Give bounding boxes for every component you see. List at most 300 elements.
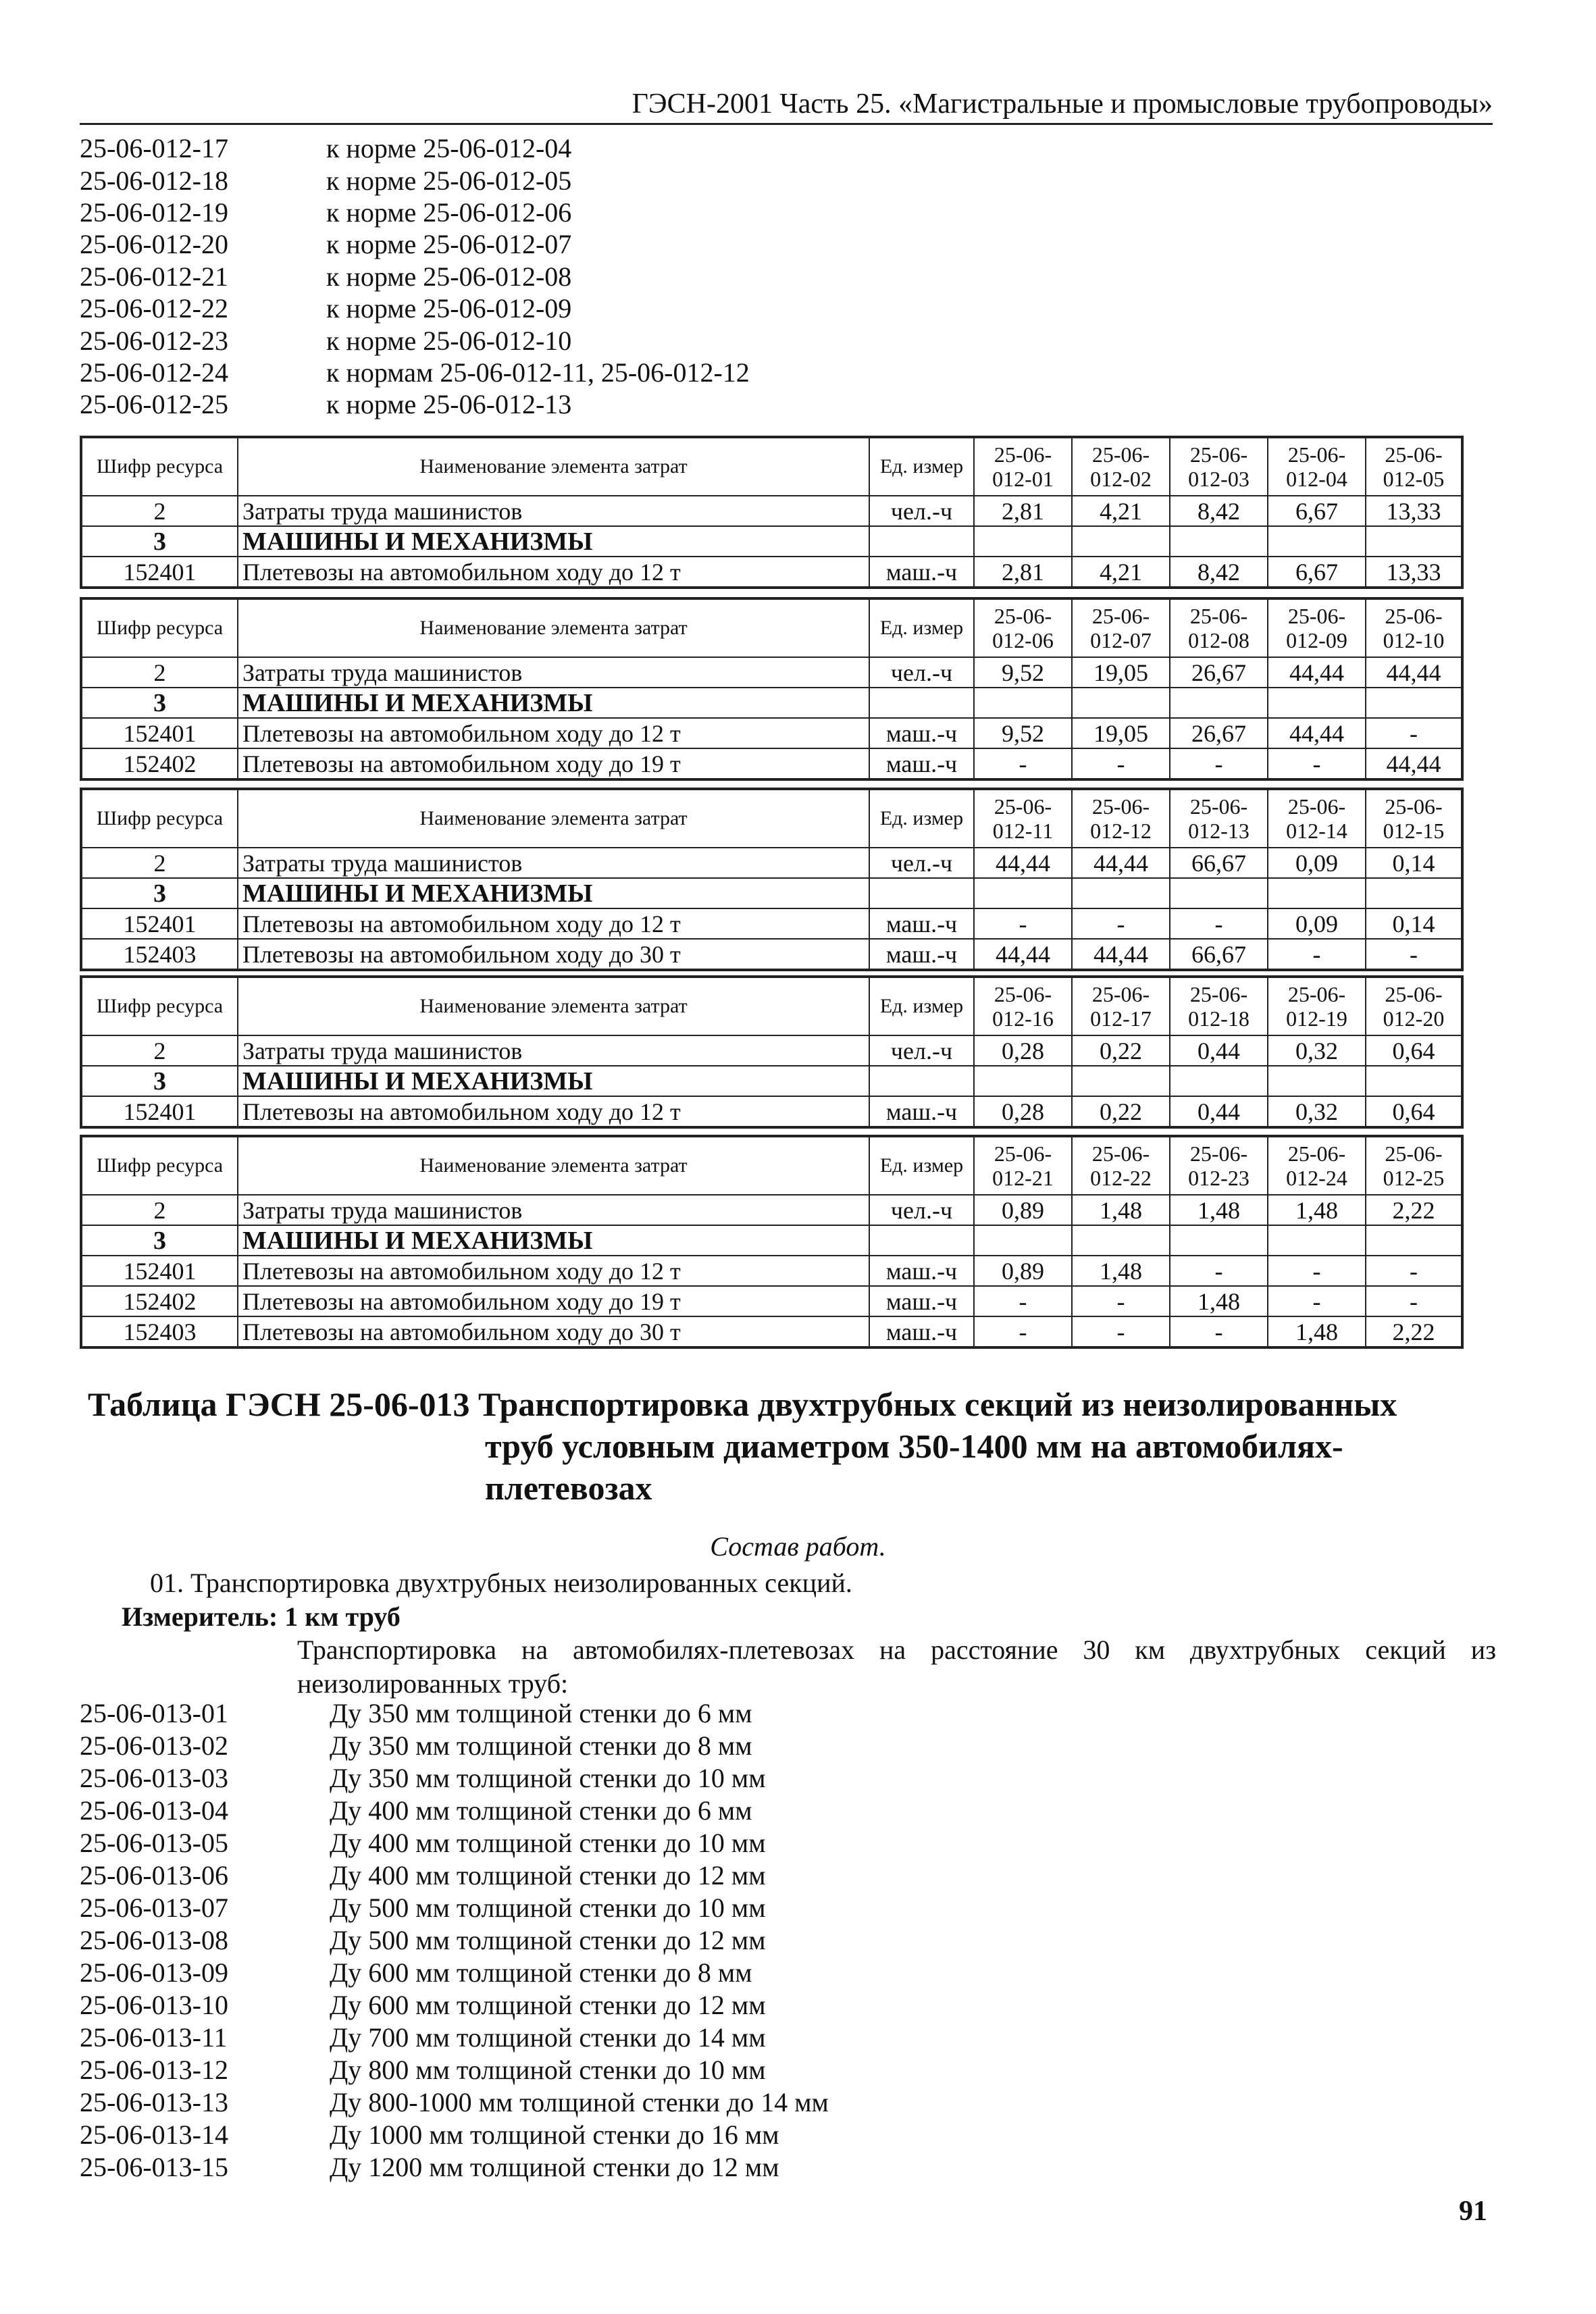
header-norm-code bbox=[1268, 789, 1366, 848]
norm-code-part1: 25-06- bbox=[994, 982, 1052, 1006]
cell-value bbox=[974, 1225, 1072, 1256]
cell-value: 44,44 bbox=[974, 848, 1072, 878]
norm-code-part2: 012-08 bbox=[1188, 628, 1250, 652]
cell-value: - bbox=[974, 1316, 1072, 1347]
cell-resource-code: 152401 bbox=[81, 1096, 238, 1127]
table-header-row bbox=[81, 598, 1462, 657]
cell-value: 26,67 bbox=[1170, 657, 1268, 688]
cell-value bbox=[1366, 1225, 1462, 1256]
norm-code-part1: 25-06- bbox=[1287, 982, 1346, 1006]
cell-cost-element: Плетевозы на автомобильном ходу до 19 т bbox=[238, 1286, 869, 1316]
cell-resource-code: 2 bbox=[81, 1035, 238, 1066]
cell-value: 4,21 bbox=[1072, 496, 1170, 526]
table-row bbox=[81, 496, 1462, 526]
cell-value bbox=[1366, 688, 1462, 718]
norm-code-part1: 25-06- bbox=[1189, 442, 1248, 467]
cell-unit: маш.-ч bbox=[869, 1096, 974, 1127]
cell-value: 44,44 bbox=[1072, 848, 1170, 878]
norm-code-part2: 012-04 bbox=[1286, 467, 1347, 491]
table-row bbox=[81, 939, 1462, 970]
cell-unit bbox=[869, 1066, 974, 1096]
norm-text: Ду 600 мм толщиной стенки до 8 мм bbox=[330, 1957, 752, 1988]
cell-cost-element: Плетевозы на автомобильном ходу до 12 т bbox=[238, 1256, 869, 1286]
header-norm-code bbox=[974, 598, 1072, 657]
cell-value: 19,05 bbox=[1072, 718, 1170, 748]
cell-value: - bbox=[1072, 748, 1170, 779]
norm-code: 25-06-013-01 bbox=[80, 1697, 228, 1728]
cell-unit: маш.-ч bbox=[869, 908, 974, 939]
norm-text: Ду 350 мм толщиной стенки до 6 мм bbox=[330, 1697, 752, 1728]
norm-code-part1: 25-06- bbox=[1091, 794, 1150, 819]
cell-cost-element: Плетевозы на автомобильном ходу до 19 т bbox=[238, 748, 869, 779]
norm-code-part2: 012-25 bbox=[1383, 1166, 1445, 1190]
norm-text: Ду 400 мм толщиной стенки до 12 мм bbox=[330, 1859, 766, 1891]
header-norm-code bbox=[1170, 437, 1268, 496]
cell-cost-element: МАШИНЫ И МЕХАНИЗМЫ bbox=[238, 688, 869, 718]
cell-unit: маш.-ч bbox=[869, 1256, 974, 1286]
page-number: 91 bbox=[1459, 2196, 1487, 2227]
ref-row bbox=[80, 164, 1093, 196]
cell-unit: чел.-ч bbox=[869, 1035, 974, 1066]
cell-value: 0,09 bbox=[1268, 908, 1366, 939]
ref-row bbox=[80, 261, 1093, 292]
norm-text: Ду 1000 мм толщиной стенки до 16 мм bbox=[330, 2119, 779, 2150]
cell-value: 0,09 bbox=[1268, 848, 1366, 878]
cell-resource-code: 152402 bbox=[81, 1286, 238, 1316]
cell-resource-code: 152403 bbox=[81, 1316, 238, 1347]
norm-code-part2: 012-13 bbox=[1188, 819, 1250, 843]
table-row bbox=[81, 1316, 1462, 1347]
norm-code-part2: 012-20 bbox=[1383, 1006, 1445, 1031]
cell-value: 44,44 bbox=[974, 939, 1072, 970]
header-norm-code bbox=[1366, 789, 1462, 848]
table-row bbox=[81, 1286, 1462, 1316]
norm-code-part1: 25-06- bbox=[1189, 1141, 1248, 1166]
header-norm-code bbox=[974, 437, 1072, 496]
cell-cost-element: МАШИНЫ И МЕХАНИЗМЫ bbox=[238, 878, 869, 908]
ref-code: 25-06-012-24 bbox=[80, 357, 228, 388]
ref-code: 25-06-012-18 bbox=[80, 165, 228, 196]
cell-value: 2,22 bbox=[1366, 1316, 1462, 1347]
cell-value: 19,05 bbox=[1072, 657, 1170, 688]
norm-code-part1: 25-06- bbox=[1287, 1141, 1346, 1166]
cell-value: 2,22 bbox=[1366, 1195, 1462, 1225]
norm-code: 25-06-013-14 bbox=[80, 2119, 228, 2150]
header-norm-code bbox=[1170, 789, 1268, 848]
header-norm-code bbox=[1072, 977, 1170, 1035]
ref-text: к норме 25-06-012-07 bbox=[326, 229, 572, 260]
norm-code-part1: 25-06- bbox=[1091, 442, 1150, 467]
norm-row bbox=[80, 2151, 1093, 2183]
norm-row bbox=[80, 1826, 1093, 1859]
header-norm-code bbox=[1072, 437, 1170, 496]
header-norm-code bbox=[1170, 1136, 1268, 1195]
cell-value: 1,48 bbox=[1072, 1256, 1170, 1286]
cell-resource-code: 3 bbox=[81, 1066, 238, 1096]
header-resource-code: Шифр ресурса bbox=[81, 977, 238, 1035]
header-norm-code bbox=[1268, 598, 1366, 657]
norm-code-part1: 25-06- bbox=[1385, 604, 1443, 628]
cell-unit: маш.-ч bbox=[869, 1286, 974, 1316]
norm-code: 25-06-013-13 bbox=[80, 2086, 228, 2117]
group-row bbox=[81, 1225, 1462, 1256]
norm-row bbox=[80, 2086, 1093, 2118]
cell-value: - bbox=[974, 908, 1072, 939]
norm-code-part2: 012-06 bbox=[992, 628, 1054, 652]
header-norm-code bbox=[1072, 789, 1170, 848]
norm-code: 25-06-013-12 bbox=[80, 2054, 228, 2085]
norm-code: 25-06-013-03 bbox=[80, 1762, 228, 1793]
intro-text: Транспортировка на автомобилях-плетевозах на расстояние 30 км двухтрубных секций из неизолированных труб: bbox=[297, 1635, 1496, 1699]
cell-value bbox=[1366, 878, 1462, 908]
header-norm-code bbox=[1366, 977, 1462, 1035]
norm-row bbox=[80, 1729, 1093, 1762]
cell-cost-element: Затраты труда машинистов bbox=[238, 657, 869, 688]
cell-value: 0,14 bbox=[1366, 848, 1462, 878]
header-resource-code: Шифр ресурса bbox=[81, 789, 238, 848]
norm-code-part1: 25-06- bbox=[994, 794, 1052, 819]
table-title-line2: труб условным диаметром 350-1400 мм на автомобилях- bbox=[485, 1427, 1343, 1465]
cell-value bbox=[1072, 1066, 1170, 1096]
header-norm-code bbox=[1072, 1136, 1170, 1195]
cell-value bbox=[974, 526, 1072, 557]
ref-code: 25-06-012-23 bbox=[80, 325, 228, 356]
cell-resource-code: 2 bbox=[81, 1195, 238, 1225]
cell-value: 1,48 bbox=[1268, 1316, 1366, 1347]
cell-value: 0,28 bbox=[974, 1035, 1072, 1066]
cell-resource-code: 2 bbox=[81, 848, 238, 878]
cell-value: 0,44 bbox=[1170, 1096, 1268, 1127]
norm-code-part1: 25-06- bbox=[1287, 794, 1346, 819]
header-unit: Ед. измер bbox=[869, 789, 974, 848]
norm-code-part2: 012-23 bbox=[1188, 1166, 1250, 1190]
cell-value: 2,81 bbox=[974, 557, 1072, 588]
cell-unit: маш.-ч bbox=[869, 939, 974, 970]
cell-unit: маш.-ч bbox=[869, 748, 974, 779]
norm-code-part2: 012-11 bbox=[992, 819, 1054, 843]
norm-code: 25-06-013-15 bbox=[80, 2151, 228, 2182]
ref-code: 25-06-012-19 bbox=[80, 197, 228, 228]
cell-value bbox=[1268, 1066, 1366, 1096]
header-norm-code bbox=[1170, 598, 1268, 657]
cell-value: 0,28 bbox=[974, 1096, 1072, 1127]
cell-resource-code: 152401 bbox=[81, 1256, 238, 1286]
header-norm-code bbox=[1268, 977, 1366, 1035]
cell-resource-code: 3 bbox=[81, 878, 238, 908]
norm-code-part2: 012-19 bbox=[1286, 1006, 1347, 1031]
norm-code-part2: 012-24 bbox=[1286, 1166, 1347, 1190]
norm-row bbox=[80, 1988, 1093, 2021]
cell-value bbox=[1072, 688, 1170, 718]
cell-value: - bbox=[1366, 1256, 1462, 1286]
cell-value: 8,42 bbox=[1170, 496, 1268, 526]
header-cost-element: Наименование элемента затрат bbox=[238, 1136, 869, 1195]
cell-value: 66,67 bbox=[1170, 848, 1268, 878]
cell-resource-code: 152401 bbox=[81, 718, 238, 748]
cell-value bbox=[974, 688, 1072, 718]
cell-value bbox=[1366, 526, 1462, 557]
group-row bbox=[81, 878, 1462, 908]
cell-value bbox=[1072, 1225, 1170, 1256]
cell-value bbox=[1170, 526, 1268, 557]
norm-code: 25-06-013-06 bbox=[80, 1859, 228, 1891]
table-title-line1: Таблица ГЭСН 25-06-013 Транспортировка двухтрубных секций из неизолированных bbox=[88, 1385, 1397, 1423]
cell-value: 44,44 bbox=[1268, 718, 1366, 748]
cell-unit bbox=[869, 1225, 974, 1256]
cell-value bbox=[1170, 1225, 1268, 1256]
table-row bbox=[81, 1195, 1462, 1225]
cell-unit: маш.-ч bbox=[869, 718, 974, 748]
cell-resource-code: 3 bbox=[81, 526, 238, 557]
cell-unit bbox=[869, 688, 974, 718]
cell-unit: маш.-ч bbox=[869, 1316, 974, 1347]
norm-text: Ду 600 мм толщиной стенки до 12 мм bbox=[330, 1989, 766, 2020]
norm-text: Ду 400 мм толщиной стенки до 6 мм bbox=[330, 1795, 752, 1826]
ref-text: к норме 25-06-012-05 bbox=[326, 165, 572, 196]
norm-code-part2: 012-15 bbox=[1383, 819, 1445, 843]
norm-text: Ду 350 мм толщиной стенки до 10 мм bbox=[330, 1762, 766, 1793]
cell-value: - bbox=[1366, 1286, 1462, 1316]
cell-value bbox=[1268, 688, 1366, 718]
norm-code-part2: 012-21 bbox=[992, 1166, 1054, 1190]
table-header-row bbox=[81, 977, 1462, 1035]
table-title-line3: плетевозах bbox=[485, 1469, 652, 1507]
norm-code-part1: 25-06- bbox=[1287, 442, 1346, 467]
norm-row bbox=[80, 1924, 1093, 1956]
cell-value bbox=[1072, 526, 1170, 557]
group-row bbox=[81, 526, 1462, 557]
cell-value: 8,42 bbox=[1170, 557, 1268, 588]
ref-row bbox=[80, 388, 1093, 420]
norm-row bbox=[80, 1697, 1093, 1729]
cell-value bbox=[1366, 1066, 1462, 1096]
norm-row bbox=[80, 2021, 1093, 2053]
header-cost-element: Наименование элемента затрат bbox=[238, 789, 869, 848]
ref-text: к норме 25-06-012-10 bbox=[326, 325, 572, 356]
resource-table bbox=[80, 436, 1464, 589]
norm-code-part1: 25-06- bbox=[1189, 982, 1248, 1006]
norm-code-part2: 012-02 bbox=[1090, 467, 1152, 491]
ref-text: к норме 25-06-012-09 bbox=[326, 293, 572, 324]
norm-code-part1: 25-06- bbox=[1189, 604, 1248, 628]
cell-resource-code: 3 bbox=[81, 1225, 238, 1256]
cell-cost-element: Плетевозы на автомобильном ходу до 12 т bbox=[238, 557, 869, 588]
cell-unit: чел.-ч bbox=[869, 657, 974, 688]
work-composition-title: Состав работ. bbox=[710, 1531, 886, 1562]
header-norm-code bbox=[974, 1136, 1072, 1195]
norm-row bbox=[80, 1762, 1093, 1794]
cell-cost-element: Плетевозы на автомобильном ходу до 30 т bbox=[238, 1316, 869, 1347]
table-row bbox=[81, 557, 1462, 588]
norm-row bbox=[80, 1859, 1093, 1891]
cell-cost-element: Затраты труда машинистов bbox=[238, 848, 869, 878]
ref-code: 25-06-012-17 bbox=[80, 133, 228, 164]
cell-value: - bbox=[1170, 1316, 1268, 1347]
header-cost-element: Наименование элемента затрат bbox=[238, 977, 869, 1035]
ref-row bbox=[80, 357, 1093, 388]
cell-value: - bbox=[1072, 1286, 1170, 1316]
ref-text: к нормам 25-06-012-11, 25-06-012-12 bbox=[326, 357, 750, 388]
group-row bbox=[81, 1066, 1462, 1096]
ref-row bbox=[80, 197, 1093, 228]
header-resource-code: Шифр ресурса bbox=[81, 1136, 238, 1195]
cell-value bbox=[1170, 878, 1268, 908]
cell-value: 0,89 bbox=[974, 1195, 1072, 1225]
header-unit: Ед. измер bbox=[869, 1136, 974, 1195]
cell-value: - bbox=[1268, 748, 1366, 779]
norm-code-part2: 012-22 bbox=[1090, 1166, 1152, 1190]
norm-code-part2: 012-05 bbox=[1383, 467, 1445, 491]
cell-value: 44,44 bbox=[1268, 657, 1366, 688]
norm-code-part1: 25-06- bbox=[994, 442, 1052, 467]
cell-value bbox=[1268, 878, 1366, 908]
cell-value: - bbox=[1170, 908, 1268, 939]
norm-code-part1: 25-06- bbox=[1091, 982, 1150, 1006]
norm-text: Ду 800-1000 мм толщиной стенки до 14 мм bbox=[330, 2086, 829, 2117]
cell-value bbox=[974, 878, 1072, 908]
cell-value: 0,32 bbox=[1268, 1096, 1366, 1127]
cell-unit: чел.-ч bbox=[869, 496, 974, 526]
norm-code-part1: 25-06- bbox=[1091, 1141, 1150, 1166]
cell-resource-code: 152402 bbox=[81, 748, 238, 779]
cell-cost-element: МАШИНЫ И МЕХАНИЗМЫ bbox=[238, 1225, 869, 1256]
header-norm-code bbox=[974, 977, 1072, 1035]
table-row bbox=[81, 908, 1462, 939]
ref-row bbox=[80, 132, 1093, 164]
cell-value: - bbox=[974, 1286, 1072, 1316]
ref-text: к норме 25-06-012-04 bbox=[326, 133, 572, 164]
norm-code-part1: 25-06- bbox=[1385, 794, 1443, 819]
cell-value bbox=[1072, 878, 1170, 908]
cell-value bbox=[974, 1066, 1072, 1096]
cell-unit: чел.-ч bbox=[869, 1195, 974, 1225]
cell-value: 1,48 bbox=[1170, 1286, 1268, 1316]
norm-code-part2: 012-01 bbox=[992, 467, 1054, 491]
cell-value: - bbox=[1268, 1256, 1366, 1286]
cell-value: 0,44 bbox=[1170, 1035, 1268, 1066]
cell-value: 0,32 bbox=[1268, 1035, 1366, 1066]
cell-value: 1,48 bbox=[1072, 1195, 1170, 1225]
norm-code: 25-06-013-07 bbox=[80, 1892, 228, 1923]
cell-cost-element: Плетевозы на автомобильном ходу до 12 т bbox=[238, 1096, 869, 1127]
cell-cost-element: Затраты труда машинистов bbox=[238, 1195, 869, 1225]
cell-value: 6,67 bbox=[1268, 496, 1366, 526]
norm-text: Ду 700 мм толщиной стенки до 14 мм bbox=[330, 2022, 766, 2053]
cell-resource-code: 2 bbox=[81, 657, 238, 688]
cell-value: 0,64 bbox=[1366, 1035, 1462, 1066]
table-row bbox=[81, 848, 1462, 878]
table-row bbox=[81, 718, 1462, 748]
page-header: ГЭСН-2001 Часть 25. «Магистральные и промысловые трубопроводы» bbox=[80, 86, 1493, 125]
ref-row bbox=[80, 292, 1093, 324]
table-row bbox=[81, 657, 1462, 688]
norm-text: Ду 350 мм толщиной стенки до 8 мм bbox=[330, 1730, 752, 1761]
header-unit: Ед. измер bbox=[869, 437, 974, 496]
header-unit: Ед. измер bbox=[869, 977, 974, 1035]
cell-cost-element: Плетевозы на автомобильном ходу до 12 т bbox=[238, 908, 869, 939]
header-cost-element: Наименование элемента затрат bbox=[238, 598, 869, 657]
norm-text: Ду 400 мм толщиной стенки до 10 мм bbox=[330, 1827, 766, 1858]
norm-code-part1: 25-06- bbox=[994, 1141, 1052, 1166]
cell-value bbox=[1170, 688, 1268, 718]
table-row bbox=[81, 1035, 1462, 1066]
ref-text: к норме 25-06-012-08 bbox=[326, 261, 572, 292]
norm-code: 25-06-013-05 bbox=[80, 1827, 228, 1858]
ref-code: 25-06-012-21 bbox=[80, 261, 228, 292]
group-row bbox=[81, 688, 1462, 718]
cell-resource-code: 152401 bbox=[81, 908, 238, 939]
table-row bbox=[81, 1256, 1462, 1286]
cell-value: - bbox=[1170, 1256, 1268, 1286]
cell-unit: чел.-ч bbox=[869, 848, 974, 878]
cell-unit bbox=[869, 878, 974, 908]
norm-code-part2: 012-12 bbox=[1090, 819, 1152, 843]
norm-code-part1: 25-06- bbox=[1385, 1141, 1443, 1166]
norm-text: Ду 500 мм толщиной стенки до 12 мм bbox=[330, 1924, 766, 1955]
norm-code: 25-06-013-04 bbox=[80, 1795, 228, 1826]
cell-cost-element: Плетевозы на автомобильном ходу до 12 т bbox=[238, 718, 869, 748]
cell-value bbox=[1170, 1066, 1268, 1096]
cell-value: 4,21 bbox=[1072, 557, 1170, 588]
table-header-row bbox=[81, 789, 1462, 848]
cell-cost-element: МАШИНЫ И МЕХАНИЗМЫ bbox=[238, 526, 869, 557]
table-header-row bbox=[81, 437, 1462, 496]
cell-value: 1,48 bbox=[1170, 1195, 1268, 1225]
ref-code: 25-06-012-22 bbox=[80, 293, 228, 324]
norm-text: Ду 1200 мм толщиной стенки до 12 мм bbox=[330, 2151, 779, 2182]
ref-code: 25-06-012-20 bbox=[80, 229, 228, 260]
norm-code-part2: 012-18 bbox=[1188, 1006, 1250, 1031]
header-resource-code: Шифр ресурса bbox=[81, 437, 238, 496]
norm-row bbox=[80, 1794, 1093, 1826]
cell-value: 1,48 bbox=[1268, 1195, 1366, 1225]
header-unit: Ед. измер bbox=[869, 598, 974, 657]
norm-code-part1: 25-06- bbox=[1385, 982, 1443, 1006]
reference-list bbox=[80, 132, 1093, 421]
resource-table bbox=[80, 1135, 1464, 1349]
table-row bbox=[81, 1096, 1462, 1127]
norm-text: Ду 800 мм толщиной стенки до 10 мм bbox=[330, 2054, 766, 2085]
norm-code-part2: 012-09 bbox=[1286, 628, 1347, 652]
cell-value bbox=[1268, 1225, 1366, 1256]
cell-value: 9,52 bbox=[974, 718, 1072, 748]
header-norm-code bbox=[1366, 437, 1462, 496]
cell-value: - bbox=[1072, 1316, 1170, 1347]
norm-code-part2: 012-17 bbox=[1090, 1006, 1152, 1031]
cell-unit: маш.-ч bbox=[869, 557, 974, 588]
cell-cost-element: Плетевозы на автомобильном ходу до 30 т bbox=[238, 939, 869, 970]
cell-value: 0,22 bbox=[1072, 1096, 1170, 1127]
ref-code: 25-06-012-25 bbox=[80, 389, 228, 420]
norm-row bbox=[80, 2053, 1093, 2086]
cell-value: 2,81 bbox=[974, 496, 1072, 526]
norm-code-part1: 25-06- bbox=[994, 604, 1052, 628]
cell-value: 0,22 bbox=[1072, 1035, 1170, 1066]
cell-cost-element: МАШИНЫ И МЕХАНИЗМЫ bbox=[238, 1066, 869, 1096]
cell-resource-code: 2 bbox=[81, 496, 238, 526]
cell-value: - bbox=[1268, 939, 1366, 970]
cell-value: 0,14 bbox=[1366, 908, 1462, 939]
cell-value: 44,44 bbox=[1072, 939, 1170, 970]
cell-cost-element: Затраты труда машинистов bbox=[238, 1035, 869, 1066]
header-norm-code bbox=[1366, 1136, 1462, 1195]
cell-value: - bbox=[1268, 1286, 1366, 1316]
cell-value: 0,64 bbox=[1366, 1096, 1462, 1127]
norm-code: 25-06-013-10 bbox=[80, 1989, 228, 2020]
norm-row bbox=[80, 1891, 1093, 1924]
norm-code-part1: 25-06- bbox=[1091, 604, 1150, 628]
cell-value: - bbox=[974, 748, 1072, 779]
